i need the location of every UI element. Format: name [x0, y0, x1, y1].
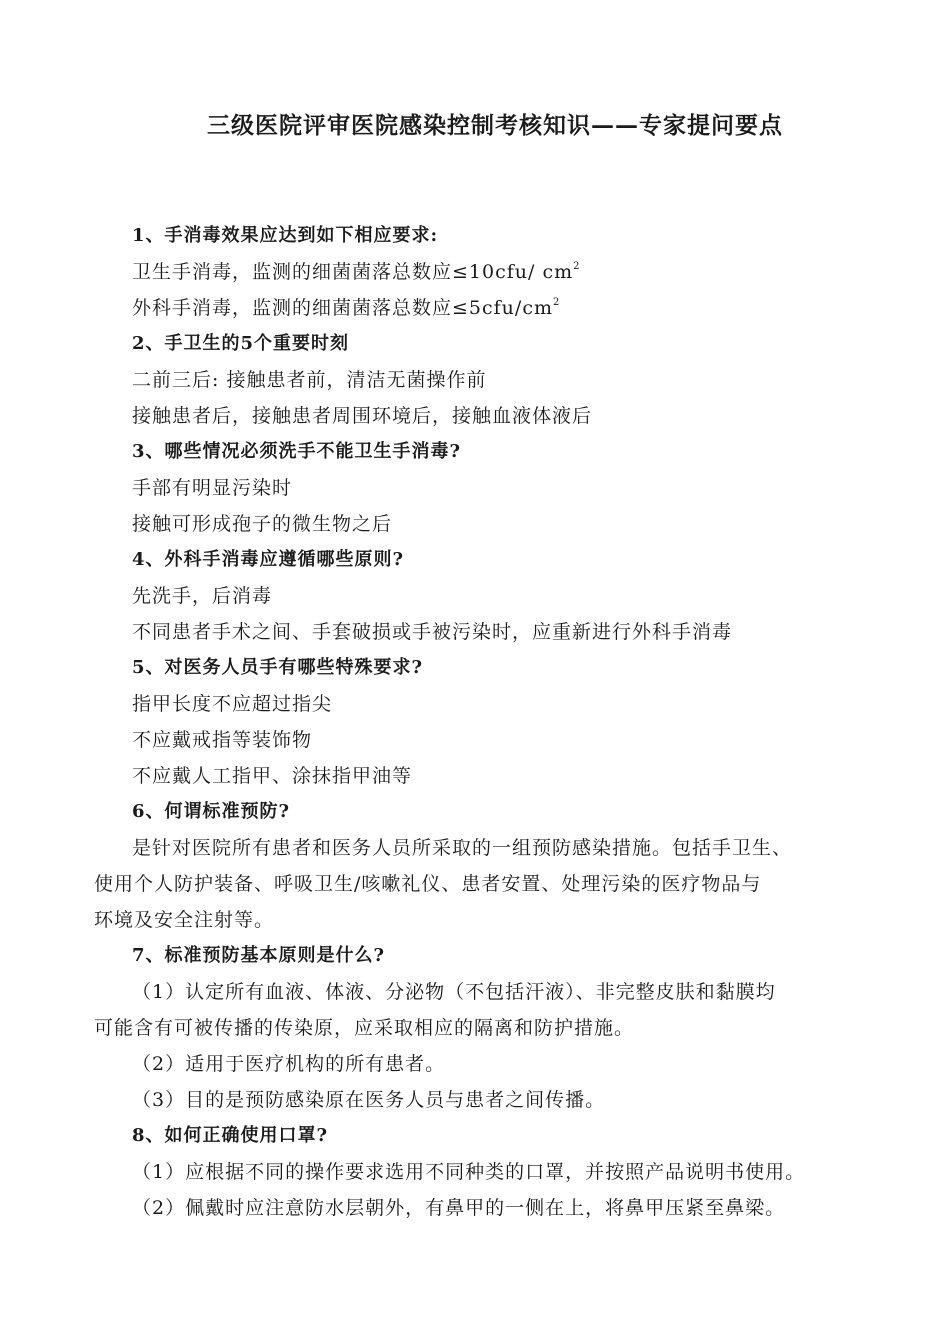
line-text: 使用个人防护装备、呼吸卫生/咳嗽礼仪、患者安置、处理污染的医疗物品与	[94, 873, 762, 895]
body-text-line	[92, 578, 892, 614]
line-text: 3、哪些情况必须洗手不能卫生手消毒?	[132, 441, 462, 462]
line-text: 7、标准预防基本原则是什么?	[132, 945, 386, 966]
section-heading	[92, 938, 892, 974]
body-text-line	[92, 470, 892, 506]
body-text-line	[92, 362, 892, 398]
body-text-line	[92, 866, 892, 902]
section-heading	[92, 434, 892, 470]
body-text-line	[92, 974, 892, 1010]
line-text: 不应戴戒指等装饰物	[132, 729, 313, 751]
body-text-line	[92, 902, 892, 938]
line-text: 先洗手，后消毒	[132, 585, 273, 607]
body-text-line	[92, 1010, 892, 1046]
line-text: 手部有明显污染时	[132, 477, 293, 499]
line-text: 4、外科手消毒应遵循哪些原则?	[132, 549, 405, 570]
body-text-line	[92, 722, 892, 758]
body-text-line	[92, 1082, 892, 1118]
line-text: 6、何谓标准预防?	[132, 801, 291, 822]
section-heading	[92, 542, 892, 578]
line-text: （3）目的是预防感染原在医务人员与患者之间传播。	[132, 1089, 606, 1111]
section-heading	[92, 326, 892, 362]
superscript: 2	[573, 261, 581, 272]
line-text: 环境及安全注射等。	[94, 909, 275, 931]
body-text-line	[92, 686, 892, 722]
line-text: 1、手消毒效果应达到如下相应要求:	[132, 225, 439, 246]
line-text: 不同患者手术之间、手套破损或手被污染时，应重新进行外科手消毒	[132, 621, 733, 643]
line-text: 可能含有可被传播的传染原，应采取相应的隔离和防护措施。	[94, 1017, 635, 1039]
document-body	[92, 218, 892, 1226]
line-text: （1）认定所有血液、体液、分泌物（不包括汗液）、非完整皮肤和黏膜均	[132, 981, 776, 1003]
body-text-line	[92, 830, 892, 866]
line-text: 2、手卫生的5个重要时刻	[132, 333, 350, 354]
line-text: 是针对医院所有患者和医务人员所采取的一组预防感染措施。包括手卫生、	[132, 837, 793, 859]
line-text: 8、如何正确使用口罩?	[132, 1125, 329, 1146]
body-text-line	[92, 290, 892, 326]
body-text-line	[92, 614, 892, 650]
document-title: 三级医院评审医院感染控制考核知识——专家提问要点	[207, 112, 783, 139]
section-heading	[92, 218, 892, 254]
line-text: 卫生手消毒，监测的细菌菌落总数应≤10cfu/ cm	[132, 261, 574, 283]
section-heading	[92, 794, 892, 830]
line-text: 外科手消毒，监测的细菌菌落总数应≤5cfu/cm	[132, 297, 553, 319]
line-text: 接触患者后，接触患者周围环境后，接触血液体液后	[132, 405, 593, 427]
section-heading	[92, 1118, 892, 1154]
line-text: （2）适用于医疗机构的所有患者。	[132, 1053, 446, 1075]
body-text-line	[92, 1046, 892, 1082]
line-text: （2）佩戴时应注意防水层朝外，有鼻甲的一侧在上，将鼻甲压紧至鼻梁。	[132, 1197, 786, 1219]
line-text: 不应戴人工指甲、涂抹指甲油等	[132, 765, 413, 787]
body-text-line	[92, 506, 892, 542]
line-text: 指甲长度不应超过指尖	[132, 693, 333, 715]
section-heading	[92, 650, 892, 686]
superscript: 2	[552, 297, 561, 308]
body-text-line	[92, 254, 892, 290]
body-text-line	[92, 1154, 892, 1190]
body-text-line	[92, 1190, 892, 1226]
body-text-line	[92, 398, 892, 434]
body-text-line	[92, 758, 892, 794]
line-text: 二前三后: 接触患者前，清洁无菌操作前	[132, 369, 487, 391]
line-text: 接触可形成孢子的微生物之后	[132, 513, 393, 535]
line-text: （1）应根据不同的操作要求选用不同种类的口罩，并按照产品说明书使用。	[132, 1161, 806, 1183]
line-text: 5、对医务人员手有哪些特殊要求?	[132, 657, 424, 678]
